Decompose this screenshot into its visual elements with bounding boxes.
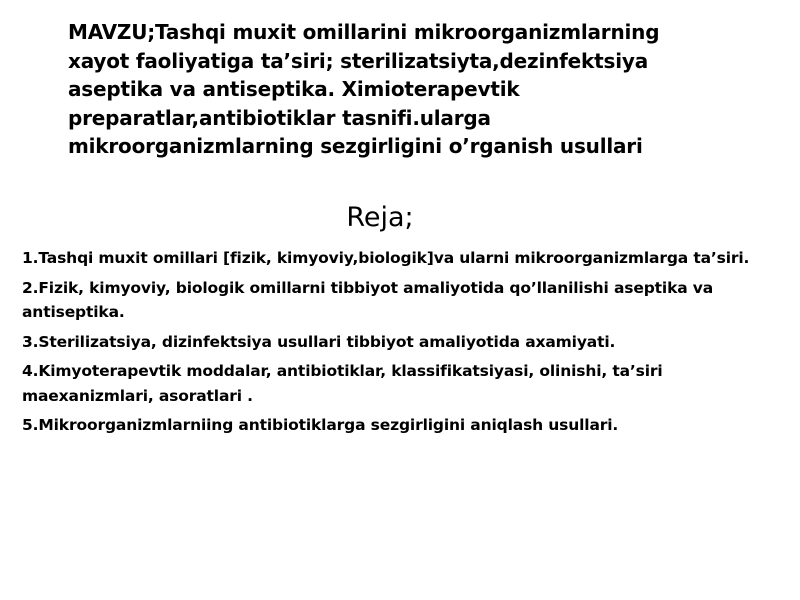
slide-title: MAVZU;Tashqi muxit omillarini mikroorganizmlarning xayot faoliyatiga ta’siri; sterilizatsiyta,dezinfektsiya aseptika va antiseptika. Ximioterapevtik preparatlar,antibiotiklar tasnifi.ularga mikroorganizmlarning sezgirligini o’rganish usullari bbox=[68, 20, 660, 158]
plan-item-2: 2.Fizik, kimyoviy, biologik omillarni tibbiyot amaliyotida qo’llanilishi aseptika va antiseptika. bbox=[22, 278, 714, 321]
plan-item-4: 4.Kimyoterapevtik moddalar, antibiotiklar, klassifikatsiyasi, olinishi, ta’siri maexanizmlari, asoratlari . bbox=[22, 362, 663, 405]
plan-list bbox=[22, 246, 770, 443]
plan-item-1: 1.Tashqi muxit omillari [fizik, kimyoviy,biologik]va ularni mikroorganizmlarga ta’siri. bbox=[22, 249, 750, 267]
plan-item-3: 3.Sterilizatsiya, dizinfektsiya usullari tibbiyot amaliyotida axamiyati. bbox=[22, 332, 616, 351]
plan-item-5: 5.Mikroorganizmlarniing antibiotiklarga sezgirligini aniqlash usullari. bbox=[22, 416, 619, 434]
plan-heading: Reja; bbox=[346, 202, 414, 233]
